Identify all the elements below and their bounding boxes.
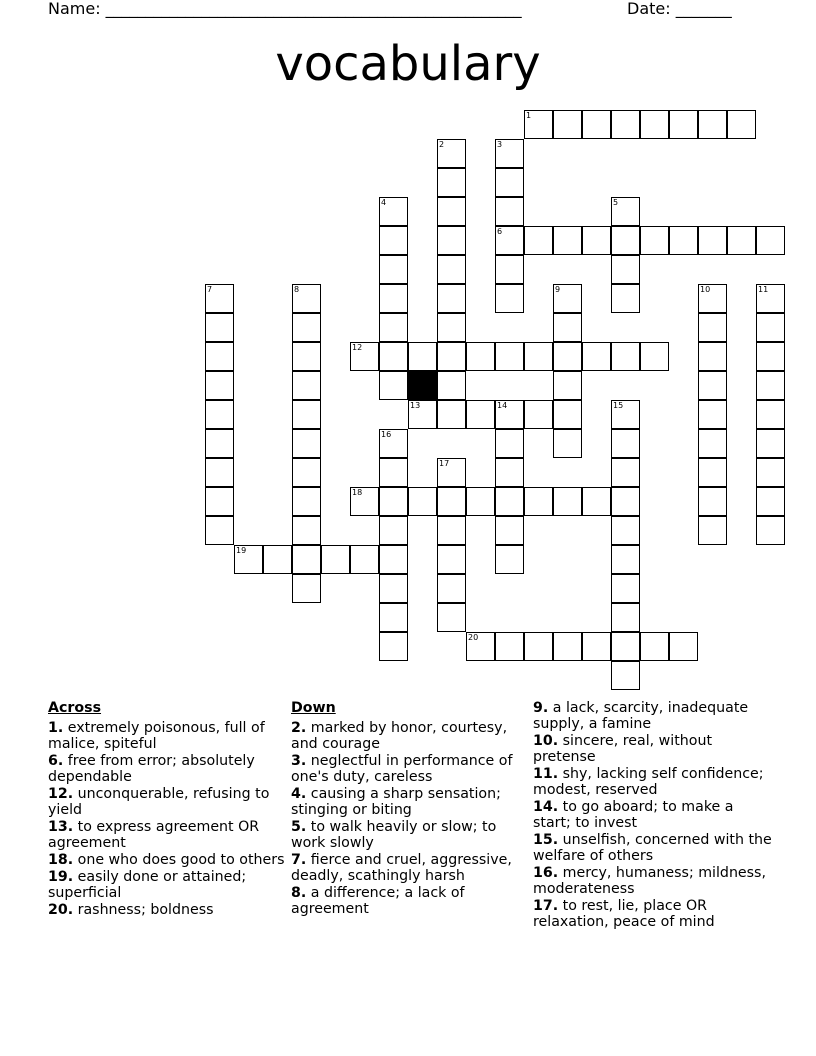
grid-cell[interactable] xyxy=(553,400,582,429)
clue-number: 6. xyxy=(48,753,64,769)
grid-cell[interactable] xyxy=(582,226,611,255)
grid-cell[interactable] xyxy=(379,545,408,574)
grid-cell[interactable] xyxy=(379,313,408,342)
grid-cell[interactable] xyxy=(611,429,640,458)
grid-cell[interactable] xyxy=(205,313,234,342)
grid-cell[interactable] xyxy=(727,110,756,139)
grid-cell[interactable] xyxy=(495,516,524,545)
grid-cell[interactable] xyxy=(611,110,640,139)
grid-cell[interactable] xyxy=(437,545,466,574)
clue-text: mercy, humaness; mildness, moderateness xyxy=(533,865,766,897)
grid-cell[interactable] xyxy=(379,197,408,226)
clue-text: to rest, lie, place OR relaxation, peace of mind xyxy=(533,898,715,930)
clue-item xyxy=(533,799,773,831)
clue-number: 13. xyxy=(48,819,74,835)
clue-text: unselfish, concerned with the welfare of others xyxy=(533,832,772,864)
grid-cell[interactable] xyxy=(553,371,582,400)
grid-cell[interactable] xyxy=(437,226,466,255)
clue-item xyxy=(291,852,531,884)
grid-cell[interactable] xyxy=(553,632,582,661)
grid-cell[interactable] xyxy=(205,284,234,313)
grid-cell[interactable] xyxy=(698,429,727,458)
grid-block xyxy=(408,371,437,400)
grid-cell[interactable] xyxy=(350,342,379,371)
clue-text: a difference; a lack of agreement xyxy=(291,885,465,917)
down-heading: Down xyxy=(291,700,336,716)
clue-number: 3. xyxy=(291,753,307,769)
clues-column-across xyxy=(48,700,288,919)
grid-cell[interactable] xyxy=(437,342,466,371)
grid-cell[interactable] xyxy=(263,545,292,574)
clue-text: sincere, real, without pretense xyxy=(533,733,713,765)
grid-cell[interactable] xyxy=(205,458,234,487)
grid-cell[interactable] xyxy=(756,371,785,400)
grid-cell[interactable] xyxy=(437,574,466,603)
grid-cell[interactable] xyxy=(698,516,727,545)
grid-cell[interactable] xyxy=(582,632,611,661)
grid-cell[interactable] xyxy=(582,342,611,371)
grid-cell[interactable] xyxy=(553,284,582,313)
grid-cell[interactable] xyxy=(437,197,466,226)
clue-text: causing a sharp sensation; stinging or biting xyxy=(291,786,501,818)
clue-number: 10. xyxy=(533,733,559,749)
grid-cell[interactable] xyxy=(698,226,727,255)
grid-cell[interactable] xyxy=(553,110,582,139)
date-field-label[interactable]: Date: _______ xyxy=(627,0,732,18)
clue-item xyxy=(533,766,773,798)
grid-cell[interactable] xyxy=(379,632,408,661)
grid-cell[interactable] xyxy=(379,255,408,284)
grid-cell[interactable] xyxy=(611,342,640,371)
grid-cell[interactable] xyxy=(495,255,524,284)
grid-cell[interactable] xyxy=(234,545,263,574)
grid-cell[interactable] xyxy=(611,458,640,487)
grid-cell[interactable] xyxy=(408,487,437,516)
clue-item xyxy=(48,869,288,901)
grid-cell[interactable] xyxy=(756,226,785,255)
grid-cell[interactable] xyxy=(466,342,495,371)
grid-cell[interactable] xyxy=(292,545,321,574)
grid-cell[interactable] xyxy=(611,516,640,545)
grid-cell[interactable] xyxy=(292,284,321,313)
grid-cell[interactable] xyxy=(756,458,785,487)
grid-cell[interactable] xyxy=(611,226,640,255)
grid-cell[interactable] xyxy=(756,400,785,429)
grid-cell[interactable] xyxy=(495,429,524,458)
clue-text: one who does good to others xyxy=(73,852,285,868)
grid-cell[interactable] xyxy=(292,574,321,603)
clue-number: 15. xyxy=(533,832,559,848)
clue-number-label: 11 xyxy=(758,285,769,294)
grid-cell[interactable] xyxy=(611,545,640,574)
grid-cell[interactable] xyxy=(495,458,524,487)
clue-item xyxy=(291,819,531,851)
grid-cell[interactable] xyxy=(611,197,640,226)
grid-cell[interactable] xyxy=(379,371,408,400)
grid-cell[interactable] xyxy=(669,632,698,661)
grid-cell[interactable] xyxy=(379,429,408,458)
clues-column-down-continued xyxy=(533,700,773,931)
grid-cell[interactable] xyxy=(437,458,466,487)
clue-number-label: 10 xyxy=(700,285,711,294)
grid-cell[interactable] xyxy=(205,342,234,371)
grid-cell[interactable] xyxy=(437,371,466,400)
clue-item xyxy=(48,819,288,851)
grid-cell[interactable] xyxy=(350,487,379,516)
grid-cell[interactable] xyxy=(640,342,669,371)
clue-number-label: 18 xyxy=(352,488,363,497)
grid-cell[interactable] xyxy=(292,458,321,487)
clue-item xyxy=(291,786,531,818)
clue-text: shy, lacking self confidence; modest, reserved xyxy=(533,766,764,798)
clue-number-label: 5 xyxy=(613,198,619,207)
grid-cell[interactable] xyxy=(611,632,640,661)
grid-cell[interactable] xyxy=(292,487,321,516)
clue-text: neglectful in performance of one's duty, careless xyxy=(291,753,513,785)
grid-cell[interactable] xyxy=(495,226,524,255)
clue-item xyxy=(48,786,288,818)
clue-number-label: 8 xyxy=(294,285,300,294)
clue-text: easily done or attained; superficial xyxy=(48,869,247,901)
clue-number: 1. xyxy=(48,720,64,736)
clue-number-label: 7 xyxy=(207,285,213,294)
grid-cell[interactable] xyxy=(379,487,408,516)
clue-number-label: 19 xyxy=(236,546,247,555)
clue-text: free from error; absolutely dependable xyxy=(48,753,255,785)
clue-text: rashness; boldness xyxy=(73,902,214,918)
grid-cell[interactable] xyxy=(611,574,640,603)
grid-cell[interactable] xyxy=(698,313,727,342)
clues-column-down xyxy=(291,700,531,918)
grid-cell[interactable] xyxy=(408,342,437,371)
clue-item xyxy=(291,753,531,785)
grid-cell[interactable] xyxy=(611,400,640,429)
grid-cell[interactable] xyxy=(205,400,234,429)
clue-item xyxy=(48,852,288,868)
clue-text: fierce and cruel, aggressive, deadly, scathingly harsh xyxy=(291,852,512,884)
clue-item xyxy=(533,832,773,864)
clue-text: to go aboard; to make a start; to invest xyxy=(533,799,734,831)
grid-cell[interactable] xyxy=(437,284,466,313)
clue-number-label: 14 xyxy=(497,401,508,410)
grid-cell[interactable] xyxy=(524,110,553,139)
grid-cell[interactable] xyxy=(292,371,321,400)
grid-cell[interactable] xyxy=(437,400,466,429)
grid-cell[interactable] xyxy=(611,487,640,516)
grid-cell[interactable] xyxy=(698,371,727,400)
clue-number-label: 17 xyxy=(439,459,450,468)
clue-item xyxy=(48,720,288,752)
clue-number: 11. xyxy=(533,766,559,782)
down-clue-list xyxy=(291,720,531,917)
name-field-label[interactable]: Name: ____________________________________________________ xyxy=(48,0,522,18)
grid-cell[interactable] xyxy=(524,400,553,429)
clue-number: 18. xyxy=(48,852,74,868)
clue-number-label: 16 xyxy=(381,430,392,439)
grid-cell[interactable] xyxy=(582,110,611,139)
grid-cell[interactable] xyxy=(640,226,669,255)
grid-cell[interactable] xyxy=(524,342,553,371)
grid-cell[interactable] xyxy=(466,400,495,429)
grid-cell[interactable] xyxy=(495,342,524,371)
grid-cell[interactable] xyxy=(524,226,553,255)
grid-cell[interactable] xyxy=(292,429,321,458)
grid-cell[interactable] xyxy=(292,516,321,545)
grid-cell[interactable] xyxy=(437,487,466,516)
clue-text: extremely poisonous, full of malice, spiteful xyxy=(48,720,265,752)
clue-number: 5. xyxy=(291,819,307,835)
clue-number-label: 4 xyxy=(381,198,387,207)
clue-number: 8. xyxy=(291,885,307,901)
clue-number-label: 1 xyxy=(526,111,532,120)
grid-cell[interactable] xyxy=(321,545,350,574)
grid-cell[interactable] xyxy=(756,284,785,313)
grid-cell[interactable] xyxy=(466,632,495,661)
clue-text: unconquerable, refusing to yield xyxy=(48,786,270,818)
grid-cell[interactable] xyxy=(379,226,408,255)
grid-cell[interactable] xyxy=(698,458,727,487)
grid-cell[interactable] xyxy=(698,400,727,429)
grid-cell[interactable] xyxy=(611,661,640,690)
grid-cell[interactable] xyxy=(205,487,234,516)
grid-cell[interactable] xyxy=(466,487,495,516)
clue-item xyxy=(533,733,773,765)
clue-number-label: 9 xyxy=(555,285,561,294)
clue-number-label: 20 xyxy=(468,633,479,642)
grid-cell[interactable] xyxy=(205,516,234,545)
clue-text: a lack, scarcity, inadequate supply, a famine xyxy=(533,700,749,732)
grid-cell[interactable] xyxy=(379,574,408,603)
grid-cell[interactable] xyxy=(408,400,437,429)
grid-cell[interactable] xyxy=(437,139,466,168)
across-heading: Across xyxy=(48,700,102,716)
clue-text: marked by honor, courtesy, and courage xyxy=(291,720,508,752)
grid-cell[interactable] xyxy=(524,487,553,516)
grid-cell[interactable] xyxy=(292,400,321,429)
grid-cell[interactable] xyxy=(756,313,785,342)
clue-number: 12. xyxy=(48,786,74,802)
clue-item xyxy=(533,700,773,732)
grid-cell[interactable] xyxy=(553,313,582,342)
grid-cell[interactable] xyxy=(495,545,524,574)
clue-number-label: 3 xyxy=(497,140,503,149)
clue-number: 9. xyxy=(533,700,549,716)
clue-item xyxy=(291,885,531,917)
grid-cell[interactable] xyxy=(640,110,669,139)
grid-cell[interactable] xyxy=(553,342,582,371)
grid-cell[interactable] xyxy=(727,226,756,255)
clue-number: 4. xyxy=(291,786,307,802)
grid-cell[interactable] xyxy=(205,371,234,400)
grid-cell[interactable] xyxy=(611,284,640,313)
clue-number: 7. xyxy=(291,852,307,868)
clue-number: 17. xyxy=(533,898,559,914)
clue-number: 19. xyxy=(48,869,74,885)
grid-cell[interactable] xyxy=(698,342,727,371)
grid-cell[interactable] xyxy=(640,632,669,661)
grid-cell[interactable] xyxy=(495,487,524,516)
across-clue-list xyxy=(48,720,288,918)
grid-cell[interactable] xyxy=(698,487,727,516)
clue-item xyxy=(48,902,288,918)
grid-cell[interactable] xyxy=(611,255,640,284)
grid-cell[interactable] xyxy=(205,429,234,458)
clue-item xyxy=(48,753,288,785)
clue-number-label: 13 xyxy=(410,401,421,410)
grid-cell[interactable] xyxy=(698,110,727,139)
clue-number-label: 15 xyxy=(613,401,624,410)
clue-number: 16. xyxy=(533,865,559,881)
grid-cell[interactable] xyxy=(379,458,408,487)
grid-cell[interactable] xyxy=(582,487,611,516)
grid-cell[interactable] xyxy=(437,168,466,197)
clue-text: to express agreement OR agreement xyxy=(48,819,260,851)
grid-cell[interactable] xyxy=(553,487,582,516)
clue-number: 2. xyxy=(291,720,307,736)
clue-number: 14. xyxy=(533,799,559,815)
grid-cell[interactable] xyxy=(669,226,698,255)
clue-number-label: 2 xyxy=(439,140,445,149)
grid-cell[interactable] xyxy=(756,342,785,371)
grid-cell[interactable] xyxy=(495,284,524,313)
grid-cell[interactable] xyxy=(437,255,466,284)
clue-number: 20. xyxy=(48,902,74,918)
grid-cell[interactable] xyxy=(495,400,524,429)
grid-cell[interactable] xyxy=(292,342,321,371)
grid-cell[interactable] xyxy=(292,313,321,342)
grid-cell[interactable] xyxy=(495,168,524,197)
grid-cell[interactable] xyxy=(437,603,466,632)
grid-cell[interactable] xyxy=(437,516,466,545)
clue-item xyxy=(533,865,773,897)
clue-item xyxy=(291,720,531,752)
grid-cell[interactable] xyxy=(756,487,785,516)
grid-cell[interactable] xyxy=(379,603,408,632)
grid-cell[interactable] xyxy=(379,284,408,313)
clue-number-label: 6 xyxy=(497,227,503,236)
grid-cell[interactable] xyxy=(611,603,640,632)
grid-cell[interactable] xyxy=(756,516,785,545)
clue-number-label: 12 xyxy=(352,343,363,352)
grid-cell[interactable] xyxy=(495,197,524,226)
grid-cell[interactable] xyxy=(756,429,785,458)
grid-cell[interactable] xyxy=(437,313,466,342)
grid-cell[interactable] xyxy=(524,632,553,661)
puzzle-title: vocabulary xyxy=(275,36,541,92)
grid-cell[interactable] xyxy=(495,632,524,661)
grid-cell[interactable] xyxy=(553,226,582,255)
clue-text: to walk heavily or slow; to work slowly xyxy=(291,819,497,851)
grid-cell[interactable] xyxy=(495,139,524,168)
grid-cell[interactable] xyxy=(553,429,582,458)
grid-cell[interactable] xyxy=(350,545,379,574)
grid-cell[interactable] xyxy=(379,342,408,371)
grid-cell[interactable] xyxy=(698,284,727,313)
clue-item xyxy=(533,898,773,930)
grid-cell[interactable] xyxy=(379,516,408,545)
down-clue-list-continued xyxy=(533,700,773,930)
grid-cell[interactable] xyxy=(669,110,698,139)
